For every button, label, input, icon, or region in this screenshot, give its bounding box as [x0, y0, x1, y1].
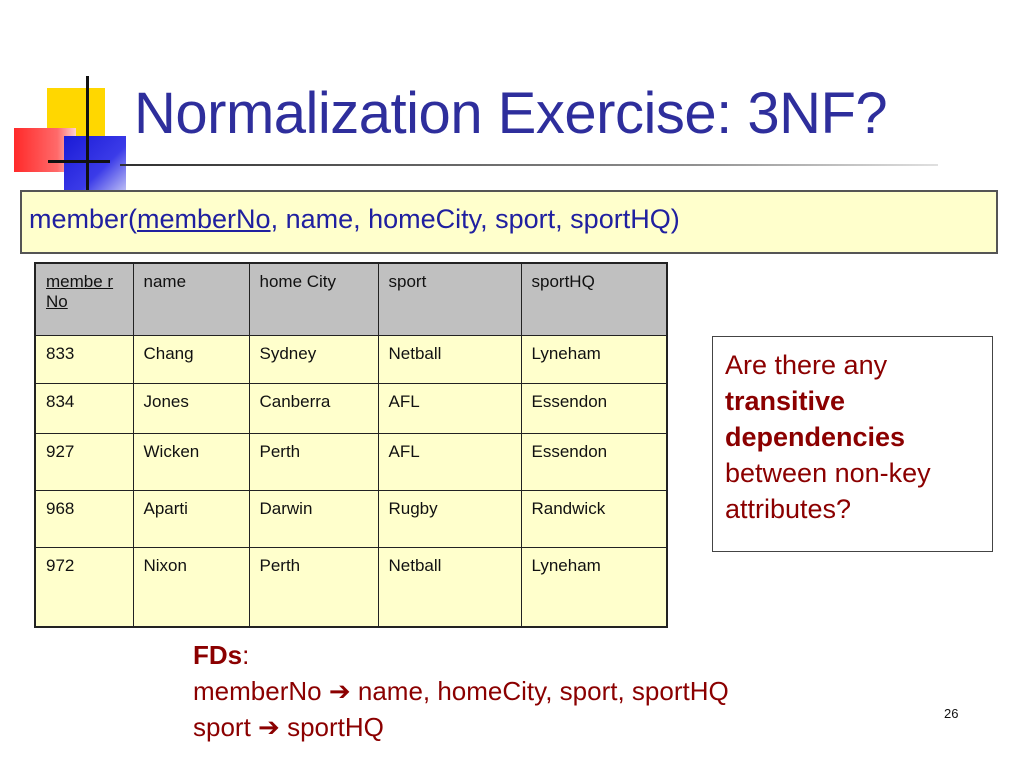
- table-cell: 972: [35, 547, 133, 627]
- functional-dependencies: [193, 637, 729, 745]
- fd-rhs: name, homeCity, sport, sportHQ: [357, 676, 729, 706]
- question-emphasis: dependencies: [725, 422, 906, 452]
- fds-heading: FDs: [193, 640, 243, 670]
- table-row: [35, 335, 667, 383]
- column-header-memberno: membe r No: [35, 263, 133, 335]
- column-header-sport: sport: [378, 263, 521, 335]
- table-cell: Netball: [378, 335, 521, 383]
- column-header-sporthq: sportHQ: [521, 263, 667, 335]
- table-cell: 833: [35, 335, 133, 383]
- table-cell: Jones: [133, 383, 249, 433]
- relation-primary-key: memberNo: [137, 204, 271, 234]
- table-row: [35, 490, 667, 547]
- slide-number: 26: [944, 706, 959, 721]
- table-cell: Wicken: [133, 433, 249, 490]
- fd-lhs: memberNo: [193, 676, 322, 706]
- table-cell: Perth: [249, 547, 378, 627]
- logo-horizontal-line: [48, 160, 110, 163]
- fds-colon: :: [242, 640, 250, 670]
- table-cell: Chang: [133, 335, 249, 383]
- table-cell: Darwin: [249, 490, 378, 547]
- column-header-homecity: home City: [249, 263, 378, 335]
- table-cell: Sydney: [249, 335, 378, 383]
- arrow-icon: ➔: [258, 712, 280, 742]
- question-text: between non-key attributes?: [725, 458, 931, 524]
- table-cell: Essendon: [521, 383, 667, 433]
- table-row: [35, 433, 667, 490]
- table-cell: AFL: [378, 433, 521, 490]
- table-cell: Lyneham: [521, 335, 667, 383]
- table-cell: 927: [35, 433, 133, 490]
- member-table: [34, 262, 668, 628]
- table-cell: Netball: [378, 547, 521, 627]
- arrow-icon: ➔: [328, 676, 351, 706]
- table-row: [35, 383, 667, 433]
- fd-rhs: sportHQ: [287, 712, 384, 742]
- slide-title: Normalization Exercise: 3NF?: [134, 81, 888, 146]
- table-cell: Randwick: [521, 490, 667, 547]
- question-emphasis: transitive: [725, 386, 846, 416]
- table-cell: Aparti: [133, 490, 249, 547]
- table-cell: Lyneham: [521, 547, 667, 627]
- table-cell: AFL: [378, 383, 521, 433]
- table-row: [35, 547, 667, 627]
- question-callout: [712, 336, 993, 552]
- table-cell: Perth: [249, 433, 378, 490]
- table-cell: Canberra: [249, 383, 378, 433]
- title-divider: [120, 164, 938, 166]
- table-header-row: [35, 263, 667, 335]
- table-cell: 968: [35, 490, 133, 547]
- table-cell: Essendon: [521, 433, 667, 490]
- question-text: Are there any: [725, 350, 888, 380]
- column-header-name: name: [133, 263, 249, 335]
- relation-prefix: member(: [29, 204, 138, 234]
- fd-lhs: sport: [193, 712, 251, 742]
- relation-attributes: , name, homeCity, sport, sportHQ): [270, 204, 680, 234]
- table-cell: Nixon: [133, 547, 249, 627]
- logo-blue-square: [64, 136, 126, 192]
- table-cell: 834: [35, 383, 133, 433]
- relation-schema-box: [20, 190, 998, 254]
- table-cell: Rugby: [378, 490, 521, 547]
- logo-vertical-line: [86, 76, 89, 194]
